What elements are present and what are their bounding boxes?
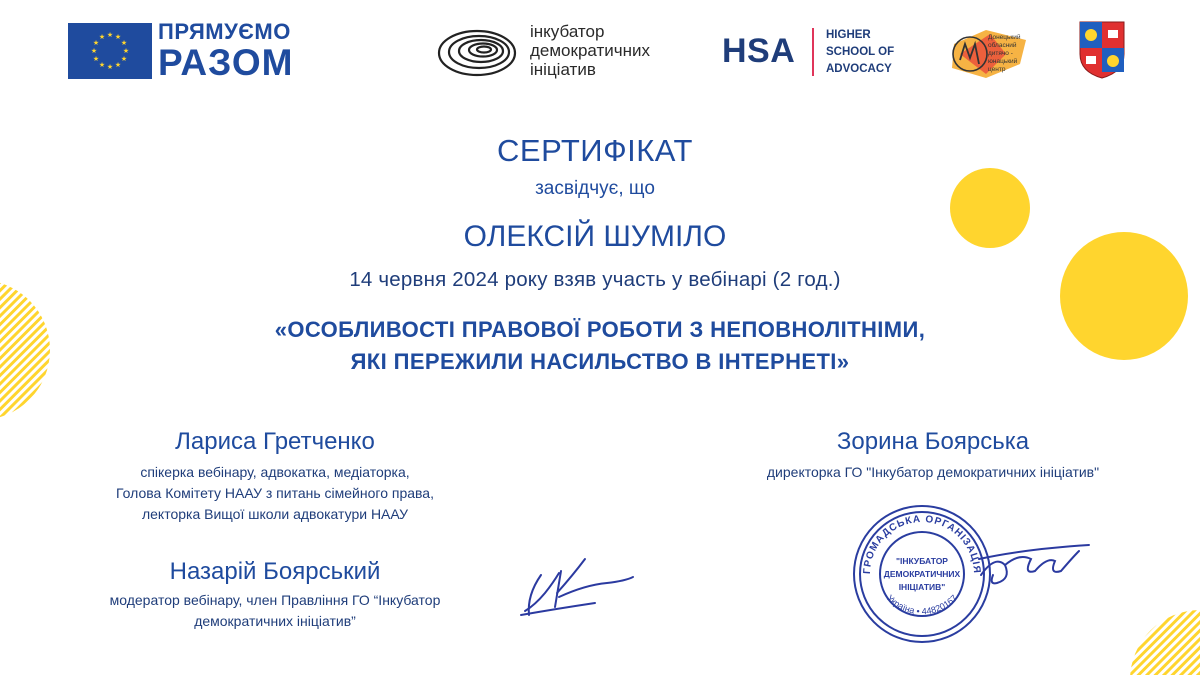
stamp-ring-bottom: Україна • 44820167 bbox=[884, 592, 960, 617]
center-line: Донецький bbox=[988, 34, 1021, 41]
svg-text:★: ★ bbox=[122, 47, 130, 55]
participation-text: 14 червня 2024 року взяв участь у вебінарі (2 год.) bbox=[349, 268, 841, 291]
svg-text:★: ★ bbox=[98, 61, 106, 69]
stamp-center-line: ІНІЦІАТИВ" bbox=[898, 582, 946, 592]
svg-text:★: ★ bbox=[120, 39, 128, 47]
director-name: Зорина Боярська bbox=[836, 428, 1030, 455]
recipient-name: ОЛЕКСІЙ ШУМІЛО bbox=[463, 220, 727, 253]
eu-logo-line1: ПРЯМУЄМО bbox=[158, 19, 291, 44]
topic-line-2: ЯКІ ПЕРЕЖИЛИ НАСИЛЬСТВО В ІНТЕРНЕТІ» bbox=[350, 349, 850, 374]
stamp-center-line: ДЕМОКРАТИЧНИХ bbox=[883, 569, 961, 579]
center-line: юнацький bbox=[988, 58, 1018, 65]
director-signature-icon bbox=[975, 535, 1095, 595]
svg-text:★: ★ bbox=[98, 33, 106, 41]
hsa-line: HIGHER bbox=[826, 29, 871, 41]
speaker-block bbox=[40, 428, 510, 525]
yellow-stripes-right bbox=[1130, 605, 1200, 675]
moderator-block bbox=[40, 558, 510, 632]
svg-text:Україна • 44820167 bbox=[885, 593, 959, 617]
certificate-title: СЕРТИФІКАТ bbox=[497, 133, 693, 168]
moderator-signature-icon bbox=[515, 545, 645, 625]
svg-text:★: ★ bbox=[120, 55, 128, 63]
incubator-line: ініціатив bbox=[530, 60, 596, 79]
incubator-logo-text bbox=[530, 22, 650, 79]
svg-text:★: ★ bbox=[92, 39, 100, 47]
organization-stamp-icon bbox=[848, 500, 996, 648]
svg-text:★: ★ bbox=[92, 55, 100, 63]
svg-text:★: ★ bbox=[90, 47, 98, 55]
incubator-line: інкубатор bbox=[530, 22, 605, 41]
coat-of-arms-icon bbox=[1078, 20, 1126, 80]
speaker-role-line: спікерка вебінару, адвокатка, медіаторка, bbox=[140, 464, 410, 480]
youth-center-logo-text bbox=[988, 34, 1021, 74]
eu-program-logo-text bbox=[158, 20, 293, 82]
speaker-name: Лариса Гретченко bbox=[175, 428, 375, 455]
center-line: центр bbox=[988, 66, 1006, 73]
moderator-role-line: модератор вебінару, член Правління ГО “Інкубатор bbox=[109, 592, 441, 608]
svg-text:★: ★ bbox=[114, 33, 122, 41]
moderator-role-line: демократичних ініціатив” bbox=[194, 613, 356, 629]
hsa-logo: HSA bbox=[722, 32, 796, 70]
svg-text:★: ★ bbox=[106, 31, 114, 39]
topic-line-1: «ОСОБЛИВОСТІ ПРАВОВОЇ РОБОТИ З НЕПОВНОЛІТНІМИ, bbox=[274, 317, 926, 342]
director-role: директорка ГО "Інкубатор демократичних ініціатив" bbox=[766, 464, 1100, 480]
eu-flag-icon bbox=[68, 23, 152, 79]
hsa-line: SCHOOL OF bbox=[826, 46, 895, 58]
moderator-name: Назарій Боярський bbox=[169, 558, 381, 585]
incubator-line: демократичних bbox=[530, 41, 651, 60]
stamp-ring-top: ГРОМАДСЬКА ОРГАНІЗАЦІЯ bbox=[861, 513, 983, 575]
certificate-subtitle: засвідчує, що bbox=[535, 178, 655, 199]
director-block bbox=[700, 428, 1166, 483]
stamp-center-line: "ІНКУБАТОР bbox=[896, 556, 948, 566]
speaker-role-line: Голова Комітету НААУ з питань сімейного права, bbox=[116, 485, 434, 501]
speaker-role bbox=[40, 462, 510, 525]
moderator-role bbox=[40, 590, 510, 632]
center-line: дитячо - bbox=[988, 50, 1013, 57]
eu-logo-line2: РАЗОМ bbox=[158, 42, 294, 83]
incubator-logo-icon bbox=[436, 26, 518, 80]
svg-text:★: ★ bbox=[114, 61, 122, 69]
hsa-line: ADVOCACY bbox=[826, 63, 892, 75]
speaker-role-line: лекторка Вищої школи адвокатури НААУ bbox=[141, 506, 409, 522]
webinar-topic bbox=[0, 314, 1200, 378]
center-line: обласний bbox=[988, 42, 1017, 49]
hsa-logo-text bbox=[826, 27, 894, 78]
hsa-divider bbox=[812, 28, 814, 76]
svg-text:★: ★ bbox=[106, 63, 114, 71]
